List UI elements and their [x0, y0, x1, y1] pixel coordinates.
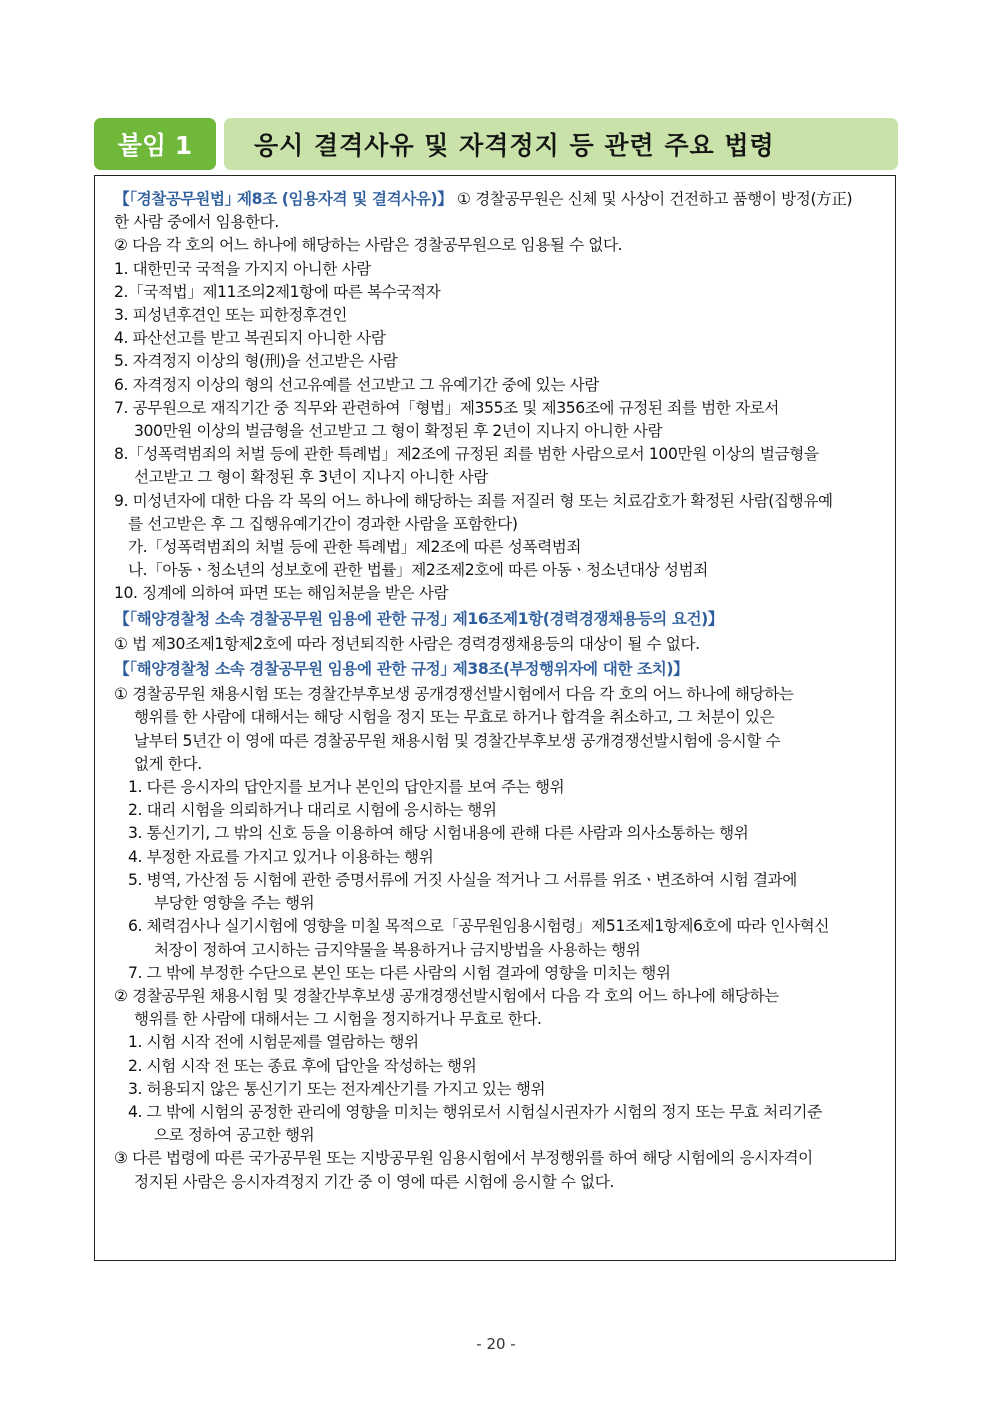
list-item: 1. 시험 시작 전에 시험문제를 열람하는 행위 — [128, 1033, 419, 1052]
list-item: 3. 허용되지 않은 통신기기 또는 전자계산기를 가지고 있는 행위 — [128, 1079, 546, 1098]
list-item-continued: 으로 정하여 공고한 행위 — [154, 1126, 315, 1145]
list-item: 7. 그 밖에 부정한 수단으로 본인 또는 다른 사람의 시험 결과에 영향을 미치는 행위 — [128, 963, 671, 982]
section-heading: 【｢경찰공무원법｣ 제8조 (임용자격 및 결격사유)】 — [114, 190, 453, 208]
paragraph: ① 경찰공무원 채용시험 또는 경찰간부후보생 공개경쟁선발시험에서 다음 각 호의 어느 하나에 해당하는 — [114, 685, 794, 704]
list-item: 2.「국적법」제11조의2제1항에 따른 복수국적자 — [114, 282, 441, 301]
paragraph-line: 정지된 사람은 응시자격정지 기간 중 이 영에 따른 시험에 응시할 수 없다. — [134, 1172, 614, 1191]
paragraph: ① 경찰공무원은 신체 및 사상이 건전하고 품행이 방정(方正) — [452, 190, 853, 208]
section-heading: 【｢해양경찰청 소속 경찰공무원 임용에 관한 규정｣ 제16조제1항(경력경쟁채용등의 요건)】 — [114, 609, 724, 628]
paragraph-line: 행위를 한 사람에 대해서는 해당 시험을 정지 또는 무효로 하거나 합격을 취소하고, 그 처분이 있은 — [134, 708, 775, 727]
paragraph: ② 경찰공무원 채용시험 및 경찰간부후보생 공개경쟁선발시험에서 다음 각 호의 어느 하나에 해당하는 — [114, 986, 779, 1005]
list-item: 8.「성폭력범죄의 처벌 등에 관한 특례법」제2조에 규정된 죄를 범한 사람으로서 100만원 이상의 벌금형을 — [114, 445, 819, 464]
list-item-continued: 선고받고 그 형이 확정된 후 3년이 지나지 아니한 사람 — [134, 468, 488, 487]
paragraph: ② 다음 각 호의 어느 하나에 해당하는 사람은 경찰공무원으로 임용될 수 없다. — [114, 236, 623, 255]
section-heading: 【｢해양경찰청 소속 경찰공무원 임용에 관한 규정｣ 제38조(부정행위자에 대한 조치)】 — [114, 660, 689, 679]
list-item: 6. 자격정지 이상의 형의 선고유예를 선고받고 그 유예기간 중에 있는 사람 — [114, 375, 599, 394]
list-item: 2. 대리 시험을 의뢰하거나 대리로 시험에 응시하는 행위 — [128, 801, 497, 820]
list-item: 10. 징계에 의하여 파면 또는 해임처분을 받은 사람 — [114, 584, 449, 603]
paragraph-line: 날부터 5년간 이 영에 따른 경찰공무원 채용시험 및 경찰간부후보생 공개경쟁선발시험에 응시할 수 — [134, 731, 781, 750]
list-item: 1. 대한민국 국적을 가지지 아니한 사람 — [114, 259, 371, 278]
paragraph-line: 없게 한다. — [134, 754, 202, 773]
content-box — [94, 175, 896, 1261]
paragraph-line: 행위를 한 사람에 대해서는 그 시험을 정지하거나 무효로 한다. — [134, 1010, 542, 1029]
list-item: 1. 다른 응시자의 답안지를 보거나 본인의 답안지를 보여 주는 행위 — [128, 778, 565, 797]
page-header — [94, 118, 898, 170]
paragraph: ① 법 제30조제1항제2호에 따라 정년퇴직한 사람은 경력경쟁채용등의 대상이 될 수 없다. — [114, 634, 700, 653]
list-item-continued: 부당한 영향을 주는 행위 — [154, 894, 315, 913]
list-item: 5. 병역, 가산점 등 시험에 관한 증명서류에 거짓 사실을 적거나 그 서류를 위조ㆍ변조하여 시험 결과에 — [128, 870, 797, 889]
attachment-badge: 붙임 1 — [94, 118, 216, 170]
paragraph-line: 한 사람 중에서 임용한다. — [114, 213, 279, 232]
list-item-continued: 를 선고받은 후 그 집행유예기간이 경과한 사람을 포함한다) — [128, 514, 518, 533]
page-number: - 20 - — [476, 1335, 516, 1353]
list-item: 3. 피성년후견인 또는 피한정후견인 — [114, 306, 348, 325]
paragraph: ③ 다른 법령에 따른 국가공무원 또는 지방공무원 임용시험에서 부정행위를 하여 해당 시험에의 응시자격이 — [114, 1149, 813, 1168]
list-item-continued: 300만원 이상의 벌금형을 선고받고 그 형이 확정된 후 2년이 지나지 아니한 사람 — [134, 422, 663, 441]
list-item-continued: 처장이 정하여 고시하는 금지약물을 복용하거나 금지방법을 사용하는 행위 — [154, 940, 641, 959]
list-item: 4. 파산선고를 받고 복권되지 아니한 사람 — [114, 329, 386, 348]
list-item: 7. 공무원으로 재직기간 중 직무와 관련하여「형법」제355조 및 제356조에 규정된 죄를 범한 자로서 — [114, 398, 779, 417]
list-item: 4. 부정한 자료를 가지고 있거나 이용하는 행위 — [128, 847, 434, 866]
section-police-act-art8 — [114, 188, 879, 211]
list-item: 5. 자격정지 이상의 형(刑)을 선고받은 사람 — [114, 352, 398, 371]
list-item: 6. 체력검사나 실기시험에 영향을 미칠 목적으로「공무원임용시험령」제51조제1항제6호에 따라 인사혁신 — [128, 917, 829, 936]
list-item: 2. 시험 시작 전 또는 종료 후에 답안을 작성하는 행위 — [128, 1056, 477, 1075]
sub-item: 가.「성폭력범죄의 처벌 등에 관한 특례법」제2조에 따른 성폭력범죄 — [128, 538, 582, 557]
page-title: 응시 결격사유 및 자격정지 등 관련 주요 법령 — [224, 118, 898, 170]
list-item: 3. 통신기기, 그 밖의 신호 등을 이용하여 해당 시험내용에 관해 다른 사람과 의사소통하는 행위 — [128, 824, 749, 843]
list-item: 4. 그 밖에 시험의 공정한 관리에 영향을 미치는 행위로서 시험실시권자가 시험의 정지 또는 무효 처리기준 — [128, 1102, 822, 1121]
sub-item: 나.「아동ㆍ청소년의 성보호에 관한 법률」제2조제2호에 따른 아동ㆍ청소년대상 성범죄 — [128, 561, 708, 580]
list-item: 9. 미성년자에 대한 다음 각 목의 어느 하나에 해당하는 죄를 저질러 형 또는 치료감호가 확정된 사람(집행유예 — [114, 491, 833, 510]
